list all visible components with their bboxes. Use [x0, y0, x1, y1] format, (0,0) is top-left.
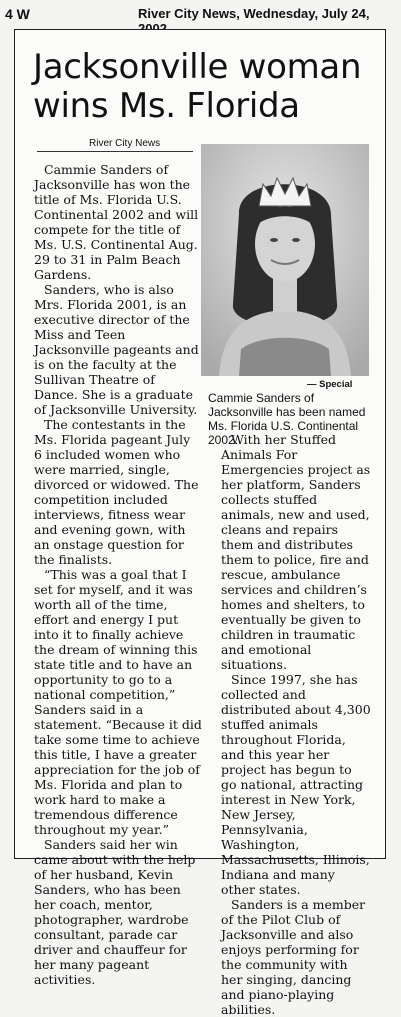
article-column-2 — [221, 432, 371, 1017]
byline: River City News — [89, 138, 161, 149]
paragraph: Sanders said her win came about with the help of her husband, Kevin Sanders, who has been her coach, mentor, photographer, wardrobe consultant, parade car driver and chauffeur for her many pageant activities. — [34, 837, 196, 987]
paragraph: Since 1997, she has collected and distributed about 4,300 stuffed animals throughout Florida, and this year her project has begun to go national, attracting interest in New York, New Jersey, Pennsylvania, Washington, Massachusetts, Illinois, Indiana and many other states. — [221, 672, 371, 897]
paragraph: “This was a goal that I set for myself, and it was worth all of the time, effort and energy I put into it to finally achieve the dream of winning this state title and to have an opportunity to go to a national competition,” Sanders said in a statement. “Because it did take some time to achieve this title, I have a greater appreciation for the job of Ms. Florida and plan to work hard to make a tremendous difference throughout my year.” — [34, 567, 202, 837]
photo-caption: Cammie Sanders of Jacksonville has been named Ms. Florida U.S. Continental 2002. — [208, 391, 366, 447]
paragraph: With her Stuffed Animals For Emergencies project as her platform, Sanders collects stuffed animals, new and used, cleans and repairs them and distributes them to police, fire and rescue, ambulance services and children’s homes and shelters, to eventually be given to children in traumatic and emotional situations. — [221, 432, 371, 672]
masthead — [0, 0, 401, 28]
paragraph: Cammie Sanders of Jacksonville has won the title of Ms. Florida U.S. Continental 2002 and will compete for the title of Ms. U.S. Continental Aug. 29 to 31 in Palm Beach Gardens. — [34, 162, 199, 282]
photo-credit: — Special — [307, 379, 353, 390]
paragraph: The contestants in the Ms. Florida pageant July 6 included women who were married, single, divorced or widowed. The competition included interviews, fitness wear and evening gown, with an onstage question for the finalists. — [34, 417, 199, 567]
paragraph: Sanders is a member of the Pilot Club of Jacksonville and also enjoys performing for the community with her singing, dancing and piano-playing abilities. — [221, 897, 366, 1017]
article-clipping — [14, 29, 386, 1017]
byline-divider — [37, 151, 193, 152]
article-column-1 — [34, 162, 202, 987]
portrait-photo — [201, 144, 369, 376]
portrait-illustration — [201, 144, 369, 376]
paragraph: Sanders, who is also Mrs. Florida 2001, is an executive director of the Miss and Teen Jacksonville pageants and is on the faculty at the Sullivan Theatre of Dance. She is a graduate of Jacksonville University. — [34, 282, 199, 417]
publication-dateline: River City News, Wednesday, July 24, — [138, 6, 370, 21]
headline: Jacksonville woman wins Ms. Florida — [33, 47, 362, 126]
page-number: 4 W — [5, 6, 30, 22]
